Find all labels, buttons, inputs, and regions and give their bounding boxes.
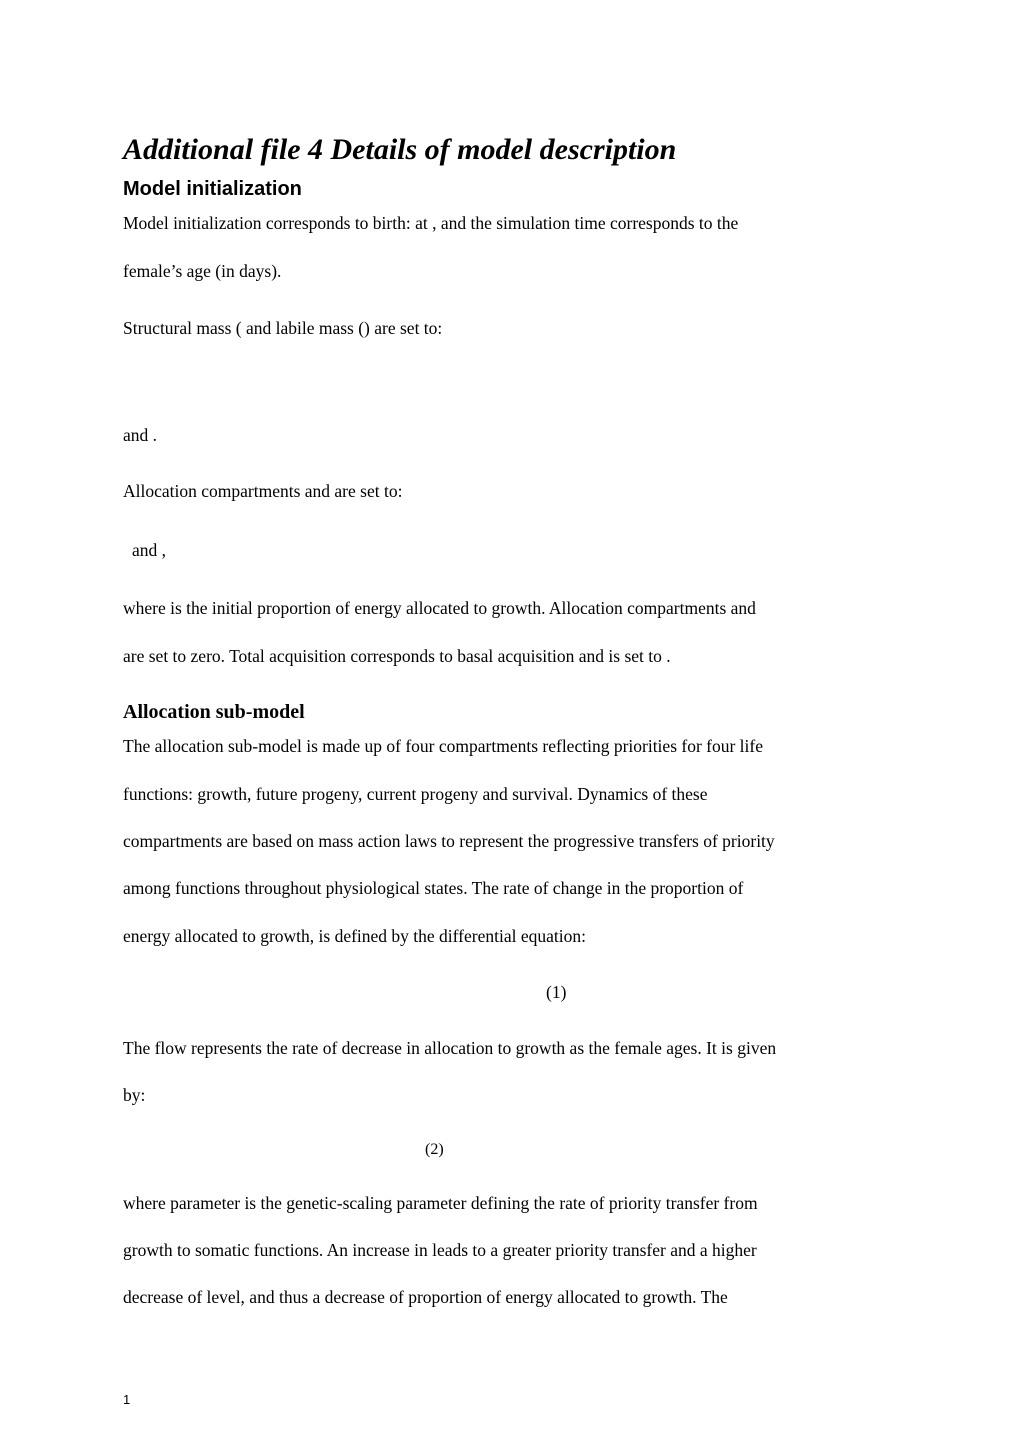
paragraph-line: The allocation sub-model is made up of four compartments reflecting priorities for four life [123, 736, 764, 756]
paragraph-line: energy allocated to growth, is defined by the differential equation: [123, 926, 586, 946]
paragraph-line: and , [132, 540, 167, 560]
paragraph-line: where is the initial proportion of energy allocated to growth. Allocation compartments and [123, 598, 756, 618]
section-heading-allocation-sub-model: Allocation sub-model [123, 701, 305, 723]
paragraph-line: where parameter is the genetic-scaling parameter defining the rate of priority transfer from [123, 1193, 758, 1213]
paragraph-line: compartments are based on mass action laws to represent the progressive transfers of priority [123, 831, 775, 851]
paragraph-line: Allocation compartments and are set to: [123, 481, 403, 501]
paragraph-line: functions: growth, future progeny, current progeny and survival. Dynamics of these [123, 784, 708, 804]
paragraph-line: growth to somatic functions. An increase in leads to a greater priority transfer and a higher [123, 1240, 757, 1260]
paragraph-line: Model initialization corresponds to birth: at , and the simulation time corresponds to the [123, 213, 739, 233]
page-number: 1 [123, 1392, 131, 1407]
paragraph-line: among functions throughout physiological states. The rate of change in the proportion of [123, 878, 744, 898]
paragraph-line: female’s age (in days). [123, 261, 282, 281]
paragraph-line: Structural mass ( and labile mass () are set to: [123, 318, 443, 338]
paragraph-line: decrease of level, and thus a decrease of proportion of energy allocated to growth. The [123, 1287, 728, 1307]
equation-number-2: (2) [425, 1141, 444, 1158]
equation-number-1: (1) [546, 982, 567, 1002]
section-heading-model-initialization: Model initialization [123, 178, 302, 200]
paragraph-line: are set to zero. Total acquisition corresponds to basal acquisition and is set to . [123, 646, 671, 666]
paragraph-line: and . [123, 425, 158, 445]
paragraph-line: by: [123, 1085, 146, 1105]
paragraph-line: The flow represents the rate of decrease in allocation to growth as the female ages. It is given [123, 1038, 777, 1058]
document-title: Additional file 4 Details of model description [123, 133, 677, 166]
